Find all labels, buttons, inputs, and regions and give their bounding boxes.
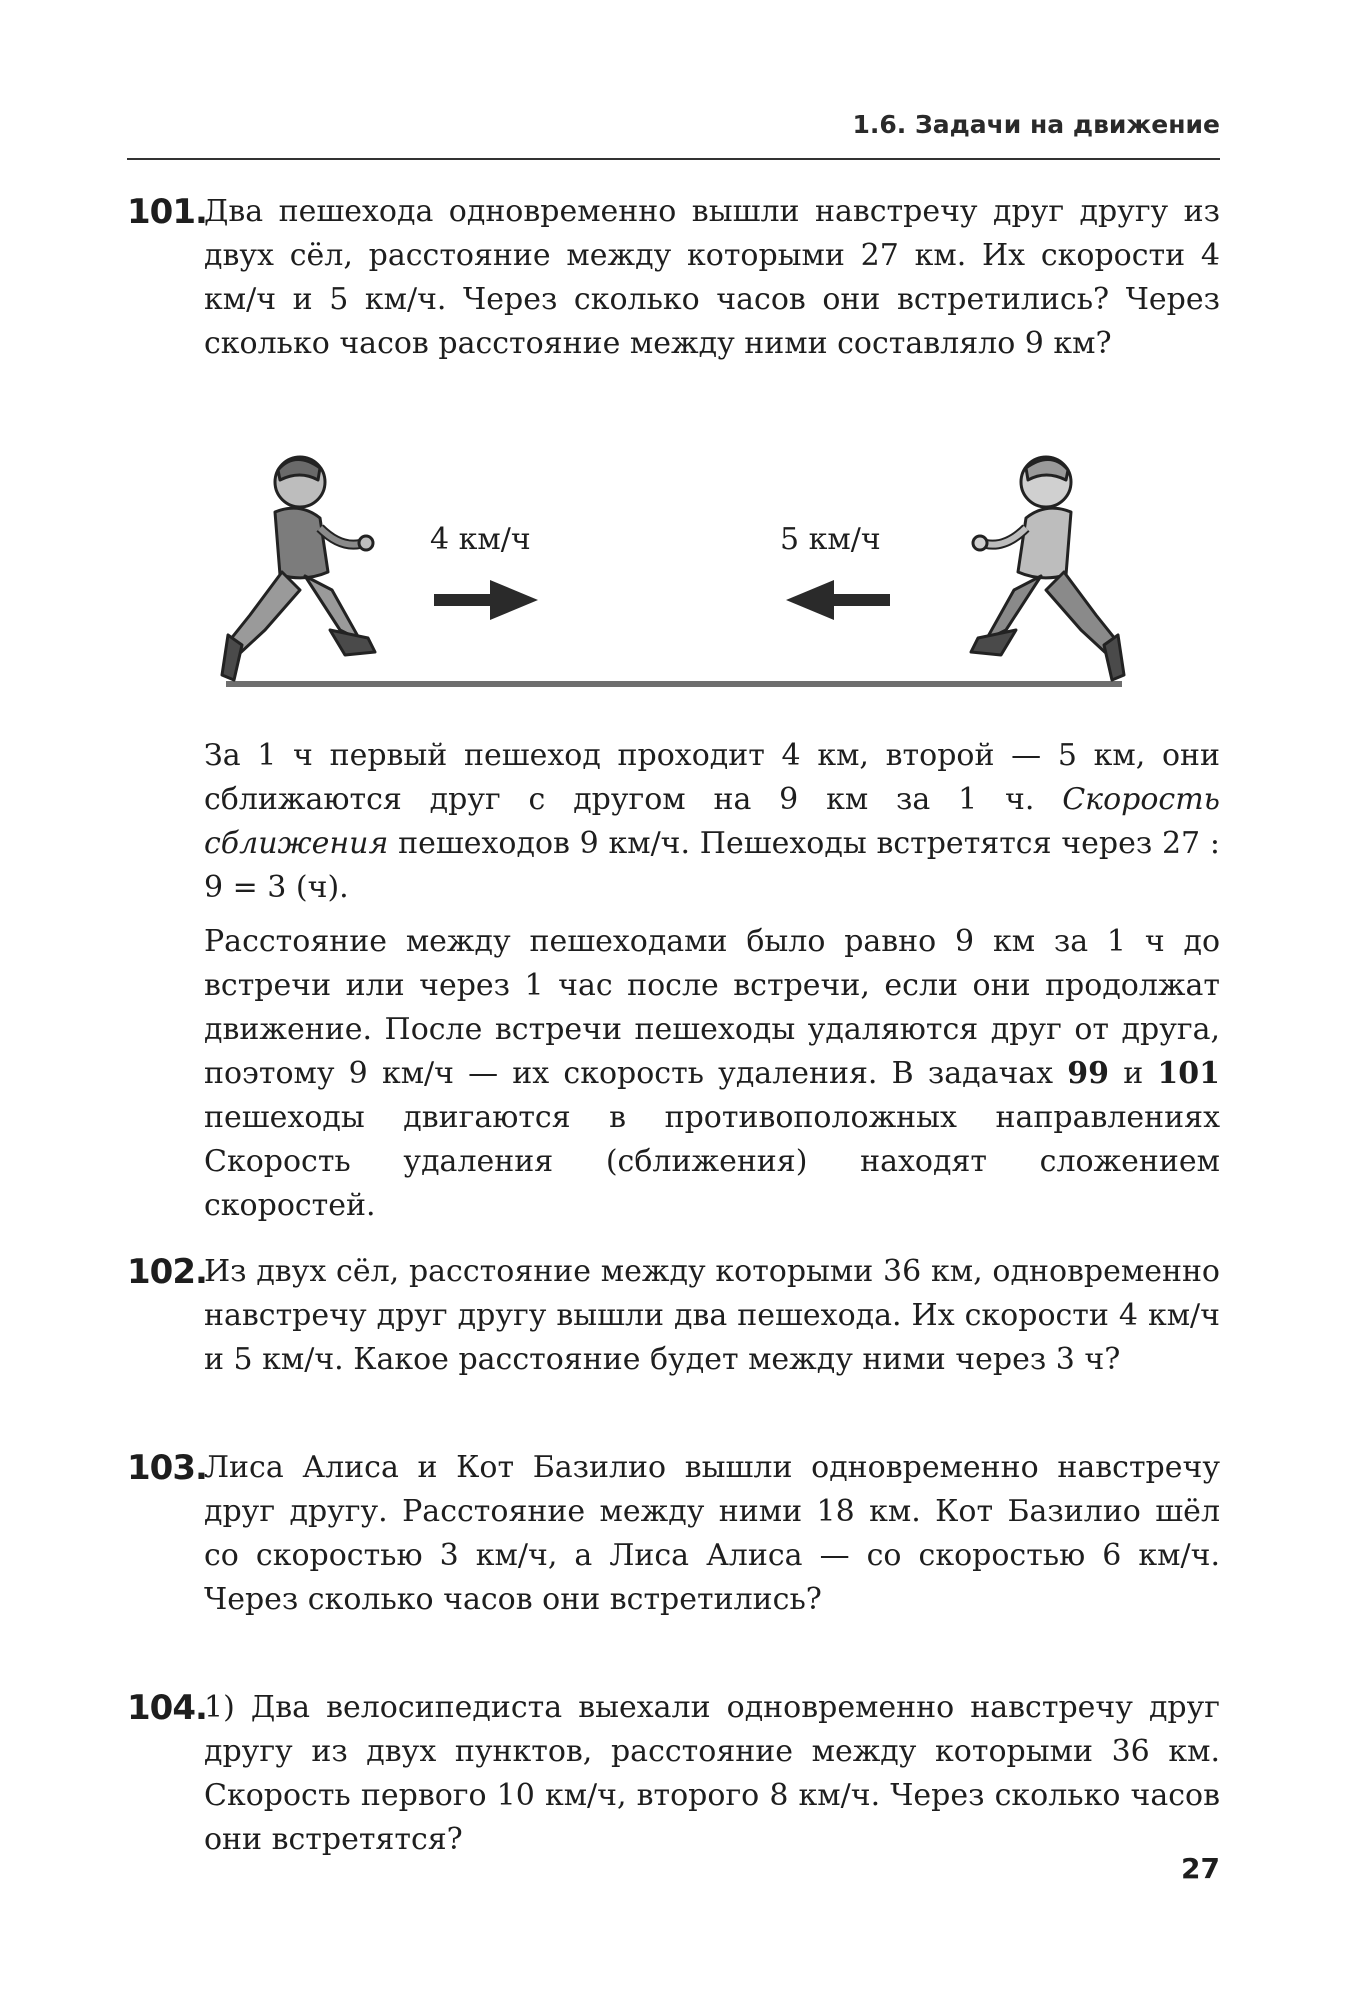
right-pedestrian-figure [971,457,1124,680]
ground-line [226,681,1122,687]
left-arrow-icon [786,580,890,620]
page-number: 27 [1181,1852,1220,1885]
problem-104 [127,1686,1220,1862]
explanation-paragraph-2: Расстояние между пешеходами было равно 9 км за 1 ч до встречи или через 1 час после встречи, если они продолжат движение. После встречи пешеходы удаляются друг от друга, поэтому 9 км/ч — их скорость удаления. В задачах 99 и 101 пешеходы двигаются в противоположных направлениях Скорость удаления (сближения) находят сложением скоростей. [204,924,1220,1223]
explanation-paragraph-1: За 1 ч первый пешеход проходит 4 км, второй — 5 км, они сближаются друг с другом на 9 км за 1 ч. Скорость сближения пешеходов 9 км/ч. Пешеходы встретятся через 27 : 9 = 3 (ч). [204,738,1220,905]
page-header [127,108,1220,160]
problem-text: Лиса Алиса и Кот Базилио вышли одновременно навстречу друг другу. Расстояние между ними 18 км. Кот Базилио шёл со скоростью 3 км/ч, а Лиса Алиса — со скоростью 6 км/ч. Через сколько часов они встретились? [204,1450,1220,1617]
problem-101 [127,190,1220,366]
pedestrians-illustration [220,440,1126,700]
left-speed-label: 4 км/ч [430,522,531,557]
problem-102 [127,1250,1220,1382]
section-title: 1.6. Задачи на движение [852,110,1220,139]
ref-problem-99: 99 [1067,1056,1110,1091]
problem-text: 1) Два велосипедиста выехали одновременно навстречу друг другу из двух пунктов, расстояние между которыми 36 км. Скорость первого 10 км/ч, второго 8 км/ч. Через сколько часов они встретятся? [204,1690,1220,1857]
problem-text: Из двух сёл, расстояние между которыми 36 км, одновременно навстречу друг другу вышли два пешехода. Их скорости 4 км/ч и 5 км/ч. Какое расстояние будет между ними через 3 ч? [204,1254,1220,1377]
right-speed-label: 5 км/ч [780,522,881,557]
right-arrow-icon [434,580,538,620]
problem-number: 103. [127,1448,207,1488]
problem-text: Два пешехода одновременно вышли навстречу друг другу из двух сёл, расстояние между которыми 27 км. Их скорости 4 км/ч и 5 км/ч. Через сколько часов они встретились? Через сколько часов расстояние между ними составляло 9 км? [204,194,1220,361]
approach-speed-term: Скорость сближения [204,782,1220,861]
problem-103 [127,1446,1220,1622]
problem-number: 102. [127,1252,207,1292]
problem-number: 101. [127,192,207,232]
pedestrians-figure [220,440,1126,700]
ref-problem-101: 101 [1157,1056,1220,1091]
problem-number: 104. [127,1688,207,1728]
left-pedestrian-figure [222,457,375,680]
